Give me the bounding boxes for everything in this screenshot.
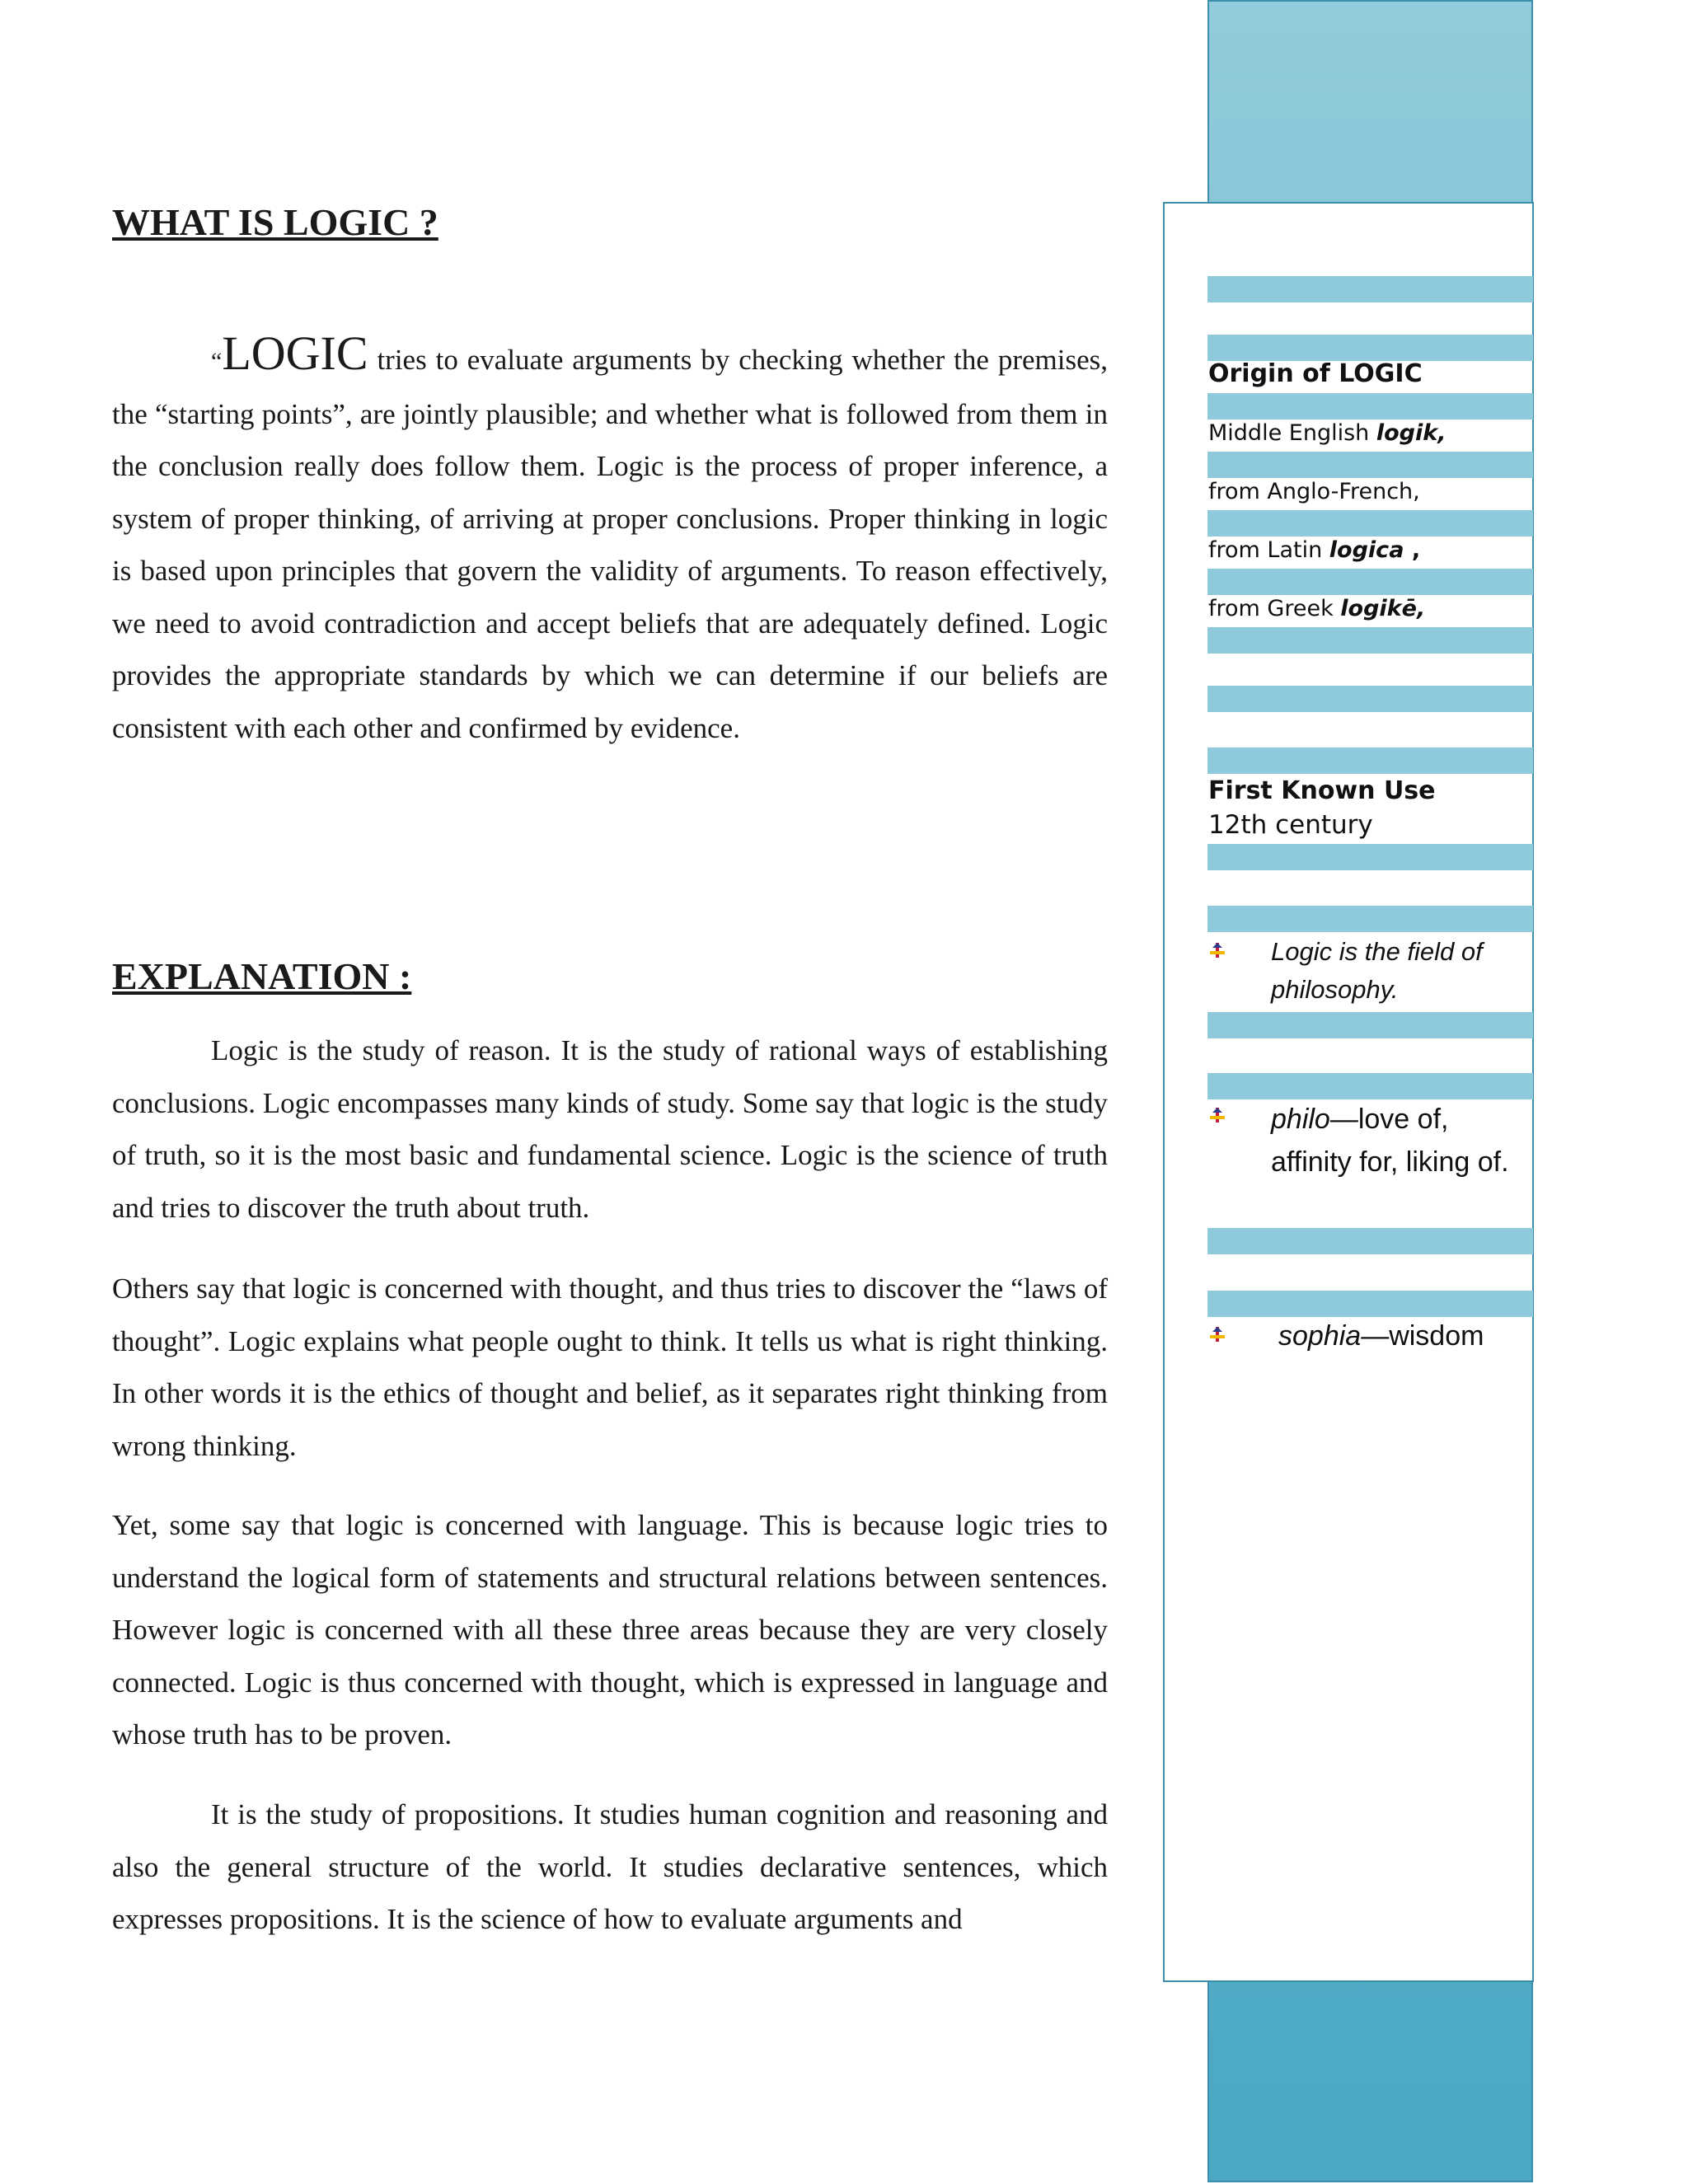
sidebar-band (1207, 393, 1533, 419)
paragraph-3: Yet, some say that logic is concerned with language. This is because logic tries to understand the logical form of statements and structural relations between sentences. However logic is concerned with all these three areas because they are very closely connected. Logic is thus concerned with thought, which is expressed in language and whose truth has to be proven. (112, 1509, 1108, 1750)
origin-line: Middle English logik, (1208, 420, 1447, 446)
bullet-text: —love of, affinity for, liking of. (1271, 1104, 1509, 1178)
sidebar-band (1207, 1291, 1533, 1317)
sidebar-band (1207, 1073, 1533, 1099)
sidebar-band (1207, 452, 1533, 478)
sidebar-band (1207, 1012, 1533, 1038)
sidebar-band (1207, 686, 1533, 712)
sidebar-band (1207, 276, 1533, 302)
origin-heading: Origin of LOGIC (1208, 359, 1423, 388)
sidebar-band (1207, 844, 1533, 870)
paragraph-1: Logic is the study of reason. It is the study of rational ways of establishing conclusions. Logic encompasses many kinds of study. Some say that logic is the study of truth, so it is the most basic and fundamental science. Logic is the science of truth and tries to discover the truth about truth. (112, 1034, 1108, 1224)
sidebar-band (1207, 906, 1533, 932)
arrow-bullet-icon (1208, 1325, 1226, 1343)
sidebar-band (1207, 1228, 1533, 1254)
first-use-value: 12th century (1208, 810, 1373, 840)
sidebar-band (1207, 748, 1533, 774)
open-quote: “ (211, 348, 223, 375)
origin-line: from Greek logikē, (1208, 596, 1426, 621)
explanation-heading: EXPLANATION : (112, 955, 412, 997)
sidebar-band (1207, 569, 1533, 595)
origin-line: from Anglo-French, (1208, 479, 1420, 504)
paragraph-2: Others say that logic is concerned with thought, and thus tries to discover the “laws of thought”. Logic explains what people ought to think. It tells us what is right thinking. In other words it is the ethics of thought and belief, as it separates right thinking from wrong thinking. (112, 1272, 1108, 1462)
intro-text: tries to evaluate arguments by checking whether the premises, the “starting points”, are jointly plausible; and whether what is followed from them in the conclusion really does follow them. Logic is the process of proper inference, a system of proper thinking, of arriving at proper conclusions. Proper thinking in logic is based upon principles that govern the validity of arguments. To reason effectively, we need to avoid contradiction and accept beliefs that are adequately defined. Logic provides the appropriate standards by which we can determine if our beliefs are consistent with each other and confirmed by evidence. (112, 344, 1108, 744)
page-title: WHAT IS LOGIC ? (112, 201, 438, 243)
origin-line: from Latin logica , (1208, 537, 1421, 563)
bullet-text: Logic is the field of philosophy. (1271, 937, 1483, 1004)
bullet-term: philo (1271, 1104, 1330, 1135)
sidebar-band (1207, 627, 1533, 654)
arrow-bullet-icon (1208, 941, 1226, 959)
first-use-heading: First Known Use (1208, 776, 1436, 805)
bullet-term: sophia (1278, 1320, 1362, 1352)
paragraph-4: It is the study of propositions. It studies human cognition and reasoning and also the general structure of the world. It studies declarative sentences, which expresses propositions. It is the science of how to evaluate arguments and (112, 1798, 1108, 1935)
intro-paragraph (112, 326, 1108, 754)
bullet-text: —wisdom (1361, 1320, 1484, 1352)
lead-word: LOGIC (222, 326, 368, 380)
sidebar-band (1207, 510, 1533, 537)
arrow-bullet-icon (1208, 1106, 1226, 1124)
